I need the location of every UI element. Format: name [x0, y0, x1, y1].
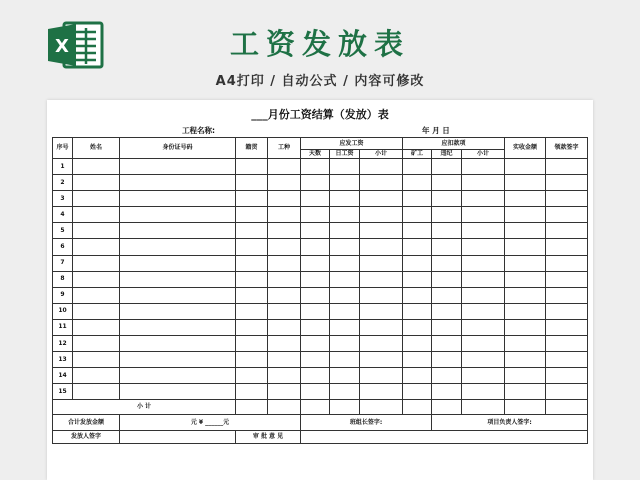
table-row — [53, 271, 588, 287]
sheet-title: ___月份工资结算（发放）表 — [251, 108, 389, 121]
table-cell[interactable] — [505, 207, 546, 223]
table-cell[interactable] — [360, 368, 403, 384]
table-cell[interactable] — [432, 239, 462, 255]
table-cell[interactable] — [360, 271, 403, 287]
table-cell[interactable] — [236, 352, 268, 368]
table-cell[interactable] — [432, 303, 462, 319]
table-cell[interactable] — [403, 287, 432, 303]
col-payable-group: 应发工资 — [301, 138, 403, 150]
table-cell[interactable] — [73, 384, 120, 400]
subtotal-label: 小 计 — [53, 400, 236, 415]
table-cell[interactable] — [330, 287, 360, 303]
table-cell[interactable] — [301, 336, 330, 352]
table-cell[interactable] — [403, 191, 432, 207]
table-cell[interactable] — [505, 352, 546, 368]
table-cell[interactable] — [432, 319, 462, 335]
table-cell[interactable] — [268, 336, 301, 352]
row-number: 7 — [53, 255, 73, 271]
wage-sheet — [47, 100, 593, 480]
table-cell[interactable] — [505, 303, 546, 319]
table-cell[interactable] — [330, 384, 360, 400]
table-cell[interactable] — [120, 352, 236, 368]
table-cell[interactable] — [462, 159, 505, 175]
table-cell[interactable] — [268, 319, 301, 335]
row-number: 3 — [53, 191, 73, 207]
table-cell[interactable] — [301, 287, 330, 303]
table-cell[interactable] — [73, 287, 120, 303]
table-cell[interactable] — [505, 368, 546, 384]
total-label: 合计发放金额 — [53, 415, 120, 431]
project-lead-sign-label: 项目负责人签字: — [432, 415, 588, 431]
table-cell[interactable] — [73, 352, 120, 368]
table-cell[interactable] — [462, 319, 505, 335]
table-cell[interactable] — [73, 175, 120, 191]
table-cell[interactable] — [505, 319, 546, 335]
table-cell[interactable] — [505, 191, 546, 207]
table-cell[interactable] — [120, 287, 236, 303]
table-cell[interactable] — [236, 255, 268, 271]
col-deduct-group: 应扣款项 — [403, 138, 505, 150]
table-row — [53, 159, 588, 175]
table-row — [53, 303, 588, 319]
table-cell[interactable] — [462, 239, 505, 255]
table-cell[interactable] — [462, 255, 505, 271]
approval-row — [53, 431, 588, 444]
table-cell[interactable] — [403, 223, 432, 239]
table-cell[interactable] — [432, 223, 462, 239]
table-cell[interactable] — [403, 352, 432, 368]
table-cell[interactable] — [268, 175, 301, 191]
table-cell[interactable] — [330, 223, 360, 239]
table-cell[interactable] — [462, 287, 505, 303]
table-cell[interactable] — [301, 319, 330, 335]
table-cell[interactable] — [120, 336, 236, 352]
issuer-sign-field[interactable] — [120, 431, 236, 444]
issuer-sign-label: 发放人签字 — [53, 431, 120, 444]
table-cell[interactable] — [505, 223, 546, 239]
col-job-type: 工种 — [268, 138, 301, 159]
table-cell[interactable] — [546, 287, 588, 303]
table-cell[interactable] — [330, 352, 360, 368]
table-cell[interactable] — [268, 303, 301, 319]
row-number: 13 — [53, 352, 73, 368]
table-cell[interactable] — [330, 271, 360, 287]
table-cell[interactable] — [360, 352, 403, 368]
table-cell[interactable] — [301, 239, 330, 255]
table-cell[interactable] — [546, 239, 588, 255]
table-cell[interactable] — [360, 191, 403, 207]
table-cell[interactable] — [120, 255, 236, 271]
row-number: 11 — [53, 319, 73, 335]
table-cell[interactable] — [330, 319, 360, 335]
table-cell[interactable] — [301, 223, 330, 239]
row-number: 4 — [53, 207, 73, 223]
table-cell[interactable] — [432, 207, 462, 223]
table-cell[interactable] — [301, 271, 330, 287]
table-cell[interactable] — [432, 271, 462, 287]
table-cell[interactable] — [236, 336, 268, 352]
table-cell[interactable] — [546, 191, 588, 207]
table-row — [53, 239, 588, 255]
table-cell[interactable] — [462, 223, 505, 239]
table-cell[interactable] — [301, 207, 330, 223]
table-cell[interactable] — [546, 352, 588, 368]
table-cell[interactable] — [268, 352, 301, 368]
table-cell[interactable] — [120, 159, 236, 175]
table-row — [53, 175, 588, 191]
table-cell[interactable] — [505, 159, 546, 175]
table-cell[interactable] — [120, 384, 236, 400]
table-cell[interactable] — [403, 271, 432, 287]
col-violation: 违纪 — [432, 150, 462, 159]
table-cell[interactable] — [505, 271, 546, 287]
table-cell[interactable] — [120, 207, 236, 223]
table-row — [53, 336, 588, 352]
total-row — [53, 415, 588, 431]
table-cell[interactable] — [236, 159, 268, 175]
table-cell[interactable] — [546, 159, 588, 175]
table-row — [53, 319, 588, 335]
table-row — [53, 207, 588, 223]
table-cell[interactable] — [301, 368, 330, 384]
col-hometown: 籍贯 — [236, 138, 268, 159]
table-cell[interactable] — [546, 336, 588, 352]
table-cell[interactable] — [462, 175, 505, 191]
col-name: 姓名 — [73, 138, 120, 159]
review-field[interactable] — [301, 431, 588, 444]
table-cell[interactable] — [73, 303, 120, 319]
table-cell[interactable] — [432, 352, 462, 368]
table-cell[interactable] — [462, 336, 505, 352]
table-cell[interactable] — [360, 384, 403, 400]
table-row — [53, 191, 588, 207]
row-number: 15 — [53, 384, 73, 400]
table-cell[interactable] — [505, 384, 546, 400]
table-cell[interactable] — [360, 175, 403, 191]
table-cell[interactable] — [403, 239, 432, 255]
table-cell[interactable] — [236, 191, 268, 207]
col-net-amount: 实收金额 — [505, 138, 546, 159]
row-number: 2 — [53, 175, 73, 191]
table-cell[interactable] — [268, 159, 301, 175]
table-row — [53, 384, 588, 400]
table-cell[interactable] — [301, 191, 330, 207]
table-cell[interactable] — [236, 223, 268, 239]
table-cell[interactable] — [236, 303, 268, 319]
table-cell[interactable] — [268, 271, 301, 287]
table-cell[interactable] — [268, 384, 301, 400]
table-cell[interactable] — [546, 303, 588, 319]
row-number: 8 — [53, 271, 73, 287]
table-cell[interactable] — [268, 191, 301, 207]
table-cell[interactable] — [120, 191, 236, 207]
table-cell[interactable] — [546, 207, 588, 223]
table-cell[interactable] — [403, 336, 432, 352]
table-cell[interactable] — [360, 287, 403, 303]
table-cell[interactable] — [120, 271, 236, 287]
logo-letter: X — [55, 36, 69, 57]
table-cell[interactable] — [330, 303, 360, 319]
table-cell[interactable] — [403, 368, 432, 384]
table-cell[interactable] — [462, 303, 505, 319]
table-cell[interactable] — [301, 255, 330, 271]
col-daily-wage: 日工资 — [330, 150, 360, 159]
project-name-label: 工程名称: — [182, 126, 215, 135]
table-cell[interactable] — [330, 255, 360, 271]
table-cell[interactable] — [360, 223, 403, 239]
table-cell[interactable] — [403, 207, 432, 223]
row-number: 12 — [53, 336, 73, 352]
col-subtotal-2: 小计 — [462, 150, 505, 159]
table-cell[interactable] — [236, 175, 268, 191]
table-cell[interactable] — [330, 207, 360, 223]
table-cell[interactable] — [462, 368, 505, 384]
table-row — [53, 352, 588, 368]
table-cell[interactable] — [73, 159, 120, 175]
table-cell[interactable] — [330, 175, 360, 191]
table-cell[interactable] — [268, 223, 301, 239]
subtotal-row — [53, 400, 588, 415]
table-cell[interactable] — [546, 368, 588, 384]
table-cell[interactable] — [403, 175, 432, 191]
col-mine-work: 矿工 — [403, 150, 432, 159]
table-cell[interactable] — [432, 384, 462, 400]
team-leader-sign-label: 班组长签字: — [301, 415, 432, 431]
table-cell[interactable] — [432, 368, 462, 384]
table-cell[interactable] — [236, 207, 268, 223]
table-cell[interactable] — [301, 159, 330, 175]
table-cell[interactable] — [120, 319, 236, 335]
date-label: 年 月 日 — [422, 126, 450, 135]
table-cell[interactable] — [73, 239, 120, 255]
table-cell[interactable] — [73, 336, 120, 352]
table-header-row — [53, 138, 588, 150]
table-cell[interactable] — [360, 239, 403, 255]
col-id-number: 身份证号码 — [120, 138, 236, 159]
table-cell[interactable] — [73, 207, 120, 223]
review-label: 审 批 意 见 — [236, 431, 301, 444]
table-cell[interactable] — [236, 384, 268, 400]
table-cell[interactable] — [73, 368, 120, 384]
table-cell[interactable] — [432, 287, 462, 303]
table-cell[interactable] — [330, 336, 360, 352]
table-cell[interactable] — [330, 159, 360, 175]
table-cell[interactable] — [268, 207, 301, 223]
table-cell[interactable] — [546, 384, 588, 400]
table-cell[interactable] — [462, 191, 505, 207]
table-cell[interactable] — [268, 255, 301, 271]
col-signature: 领款签字 — [546, 138, 588, 159]
table-cell[interactable] — [546, 271, 588, 287]
table-cell[interactable] — [236, 271, 268, 287]
page-subtitle: A4打印 / 自动公式 / 内容可修改 — [215, 74, 425, 89]
table-cell[interactable] — [301, 384, 330, 400]
table-cell[interactable] — [73, 271, 120, 287]
table-cell[interactable] — [432, 255, 462, 271]
table-cell[interactable] — [432, 175, 462, 191]
table-cell[interactable] — [360, 207, 403, 223]
table-cell[interactable] — [330, 191, 360, 207]
table-cell[interactable] — [301, 352, 330, 368]
table-cell[interactable] — [432, 191, 462, 207]
row-number: 14 — [53, 368, 73, 384]
table-cell[interactable] — [546, 175, 588, 191]
table-row — [53, 223, 588, 239]
table-cell[interactable] — [505, 239, 546, 255]
table-cell[interactable] — [330, 368, 360, 384]
table-cell[interactable] — [505, 287, 546, 303]
total-amount-field[interactable]: 元 ¥ ______元 — [120, 415, 301, 431]
table-cell[interactable] — [505, 336, 546, 352]
table-cell[interactable] — [301, 175, 330, 191]
table-cell[interactable] — [432, 336, 462, 352]
table-row — [53, 255, 588, 271]
col-days: 天数 — [301, 150, 330, 159]
table-cell[interactable] — [268, 287, 301, 303]
row-number: 9 — [53, 287, 73, 303]
row-number: 10 — [53, 303, 73, 319]
table-cell[interactable] — [236, 319, 268, 335]
table-cell[interactable] — [236, 368, 268, 384]
table-cell[interactable] — [546, 319, 588, 335]
col-seq: 序号 — [53, 138, 73, 159]
row-number: 6 — [53, 239, 73, 255]
table-cell[interactable] — [330, 239, 360, 255]
table-cell[interactable] — [120, 303, 236, 319]
table-cell[interactable] — [505, 175, 546, 191]
table-row — [53, 287, 588, 303]
table-cell[interactable] — [462, 207, 505, 223]
table-cell[interactable] — [403, 319, 432, 335]
table-cell[interactable] — [236, 287, 268, 303]
table-cell[interactable] — [120, 175, 236, 191]
table-cell[interactable] — [236, 239, 268, 255]
table-cell[interactable] — [462, 384, 505, 400]
table-cell[interactable] — [432, 159, 462, 175]
page-title: 工资发放表 — [229, 27, 410, 61]
table-cell[interactable] — [546, 255, 588, 271]
table-cell[interactable] — [360, 159, 403, 175]
table-cell[interactable] — [268, 239, 301, 255]
table-row — [53, 368, 588, 384]
table-cell[interactable] — [73, 319, 120, 335]
table-cell[interactable] — [73, 255, 120, 271]
table-cell[interactable] — [546, 223, 588, 239]
table-cell[interactable] — [505, 255, 546, 271]
table-cell[interactable] — [360, 303, 403, 319]
table-cell[interactable] — [403, 303, 432, 319]
table-cell[interactable] — [120, 368, 236, 384]
table-cell[interactable] — [120, 223, 236, 239]
table-cell[interactable] — [360, 319, 403, 335]
table-cell[interactable] — [403, 384, 432, 400]
table-cell[interactable] — [120, 239, 236, 255]
table-cell[interactable] — [403, 159, 432, 175]
table-cell[interactable] — [360, 255, 403, 271]
wage-table — [52, 137, 588, 444]
table-cell[interactable] — [301, 303, 330, 319]
row-number: 1 — [53, 159, 73, 175]
table-cell[interactable] — [403, 255, 432, 271]
table-cell[interactable] — [73, 223, 120, 239]
row-number: 5 — [53, 223, 73, 239]
table-cell[interactable] — [360, 336, 403, 352]
table-cell[interactable] — [462, 352, 505, 368]
table-cell[interactable] — [73, 191, 120, 207]
col-subtotal-1: 小计 — [360, 150, 403, 159]
table-cell[interactable] — [462, 271, 505, 287]
table-cell[interactable] — [268, 368, 301, 384]
